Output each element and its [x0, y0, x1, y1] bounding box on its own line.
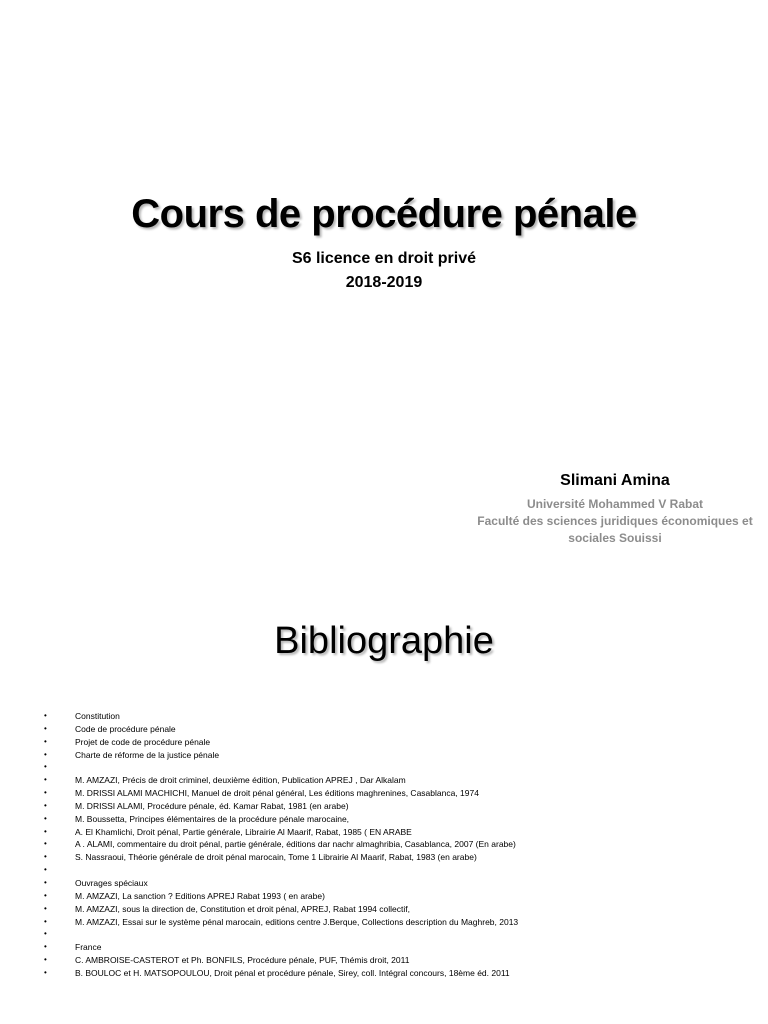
- bullet-icon: •: [44, 711, 47, 720]
- bullet-icon: •: [44, 800, 47, 810]
- bullet-icon: •: [44, 903, 47, 913]
- bibliography-item-text: Constitution: [75, 711, 120, 721]
- bullet-icon: •: [44, 929, 47, 939]
- author-block: [440, 472, 768, 547]
- bibliography-item-text: M. Boussetta, Principes élémentaires de la procédure pénale marocaine,: [75, 813, 350, 824]
- bibliography-slide: [0, 600, 768, 1024]
- bibliography-list: [0, 710, 768, 980]
- bullet-icon: •: [44, 890, 47, 900]
- bibliography-item: [0, 941, 768, 954]
- bibliography-title: Bibliographie: [274, 620, 494, 662]
- faculty-name-line1: Faculté des sciences juridiques économiques et: [477, 514, 753, 528]
- bibliography-item-text: S. Nassraoui, Théorie générale de droit pénal marocain, Tome 1 Librairie Al Maarif, Rabat, 1983 (en arabe): [75, 852, 477, 863]
- bullet-icon: •: [44, 839, 47, 849]
- bibliography-item: [0, 800, 768, 813]
- bibliography-item: [0, 761, 768, 774]
- bibliography-item-text: M. DRISSI ALAMI, Procédure pénale, éd. Kamar Rabat, 1981 (en arabe): [75, 800, 349, 811]
- bullet-icon: •: [44, 762, 47, 772]
- bibliography-item-text: M. AMZAZI, Précis de droit criminel, deuxième édition, Publication APREJ , Dar Alkalam: [75, 775, 406, 786]
- academic-year: 2018-2019: [345, 274, 423, 291]
- author-name: Slimani Amina: [560, 472, 670, 489]
- bullet-icon: •: [44, 865, 47, 875]
- bullet-icon: •: [44, 775, 47, 785]
- university-name: Université Mohammed V Rabat: [526, 497, 704, 511]
- bibliography-item: [0, 736, 768, 749]
- bibliography-item-text: A . ALAMI, commentaire du droit pénal, partie générale, éditions dar nachr almaghribia, Casablanca, 2007 (En arabe): [75, 839, 516, 850]
- bibliography-item-text: France: [75, 942, 102, 953]
- bibliography-item-text: A. El Khamlichi, Droit pénal, Partie générale, Librairie Al Maarif, Rabat, 1985 ( EN ARABE: [75, 826, 412, 837]
- bibliography-item: [0, 954, 768, 967]
- bibliography-item: [0, 787, 768, 800]
- bullet-icon: •: [44, 916, 47, 926]
- bibliography-item-text: Projet de code de procédure pénale: [75, 736, 211, 747]
- bullet-icon: •: [44, 788, 47, 798]
- course-title: Cours de procédure pénale: [131, 192, 637, 236]
- bibliography-item-text: M. DRISSI ALAMI MACHICHI, Manuel de droit pénal général, Les éditions maghrenines, Casablanca, 1974: [75, 788, 479, 799]
- bibliography-item: [0, 838, 768, 851]
- bibliography-item: [0, 851, 768, 864]
- bibliography-item: [0, 826, 768, 839]
- bullet-icon: •: [44, 955, 47, 965]
- bullet-icon: •: [44, 967, 47, 977]
- bibliography-item: [0, 749, 768, 762]
- bibliography-item-text: M. AMZAZI, Essai sur le système pénal marocain, editions centre J.Berque, Collections description du Maghreb, 2013: [75, 916, 519, 927]
- bibliography-item: [0, 916, 768, 929]
- bibliography-item: [0, 890, 768, 903]
- bibliography-item-text: Charte de réforme de la justice pénale: [75, 749, 220, 760]
- bullet-icon: •: [44, 813, 47, 823]
- bibliography-item-text: Ouvrages spéciaux: [75, 877, 148, 888]
- bullet-icon: •: [44, 749, 47, 759]
- bullet-icon: •: [44, 826, 47, 836]
- bibliography-item: [0, 903, 768, 916]
- bullet-icon: •: [44, 942, 47, 952]
- bullet-icon: •: [44, 877, 47, 887]
- bibliography-item: [0, 928, 768, 941]
- course-subtitle: S6 licence en droit privé: [291, 250, 477, 267]
- faculty-name-line2: sociales Souissi: [568, 531, 662, 545]
- bibliography-item-text: Code de procédure pénale: [75, 723, 176, 734]
- bibliography-item: [0, 813, 768, 826]
- bibliography-item: [0, 774, 768, 787]
- bibliography-item: [0, 967, 768, 980]
- bullet-icon: •: [44, 723, 47, 733]
- bibliography-item-text: C. AMBROISE-CASTEROT et Ph. BONFILS, Procédure pénale, PUF, Thémis droit, 2011: [75, 955, 410, 966]
- bibliography-item: [0, 877, 768, 890]
- bibliography-item-text: B. BOULOC et H. MATSOPOULOU, Droit pénal et procédure pénale, Sirey, coll. Intégral concours, 18ème éd. 2011: [75, 967, 510, 978]
- bibliography-item: [0, 864, 768, 877]
- bullet-icon: •: [44, 852, 47, 862]
- bibliography-item-text: M. AMZAZI, sous la direction de, Constitution et droit pénal, APREJ, Rabat 1994 collectif,: [75, 903, 410, 914]
- bullet-icon: •: [44, 736, 47, 746]
- bibliography-item: [0, 723, 768, 736]
- bibliography-item: [0, 710, 768, 723]
- bibliography-item-text: M. AMZAZI, La sanction ? Editions APREJ Rabat 1993 ( en arabe): [75, 890, 325, 901]
